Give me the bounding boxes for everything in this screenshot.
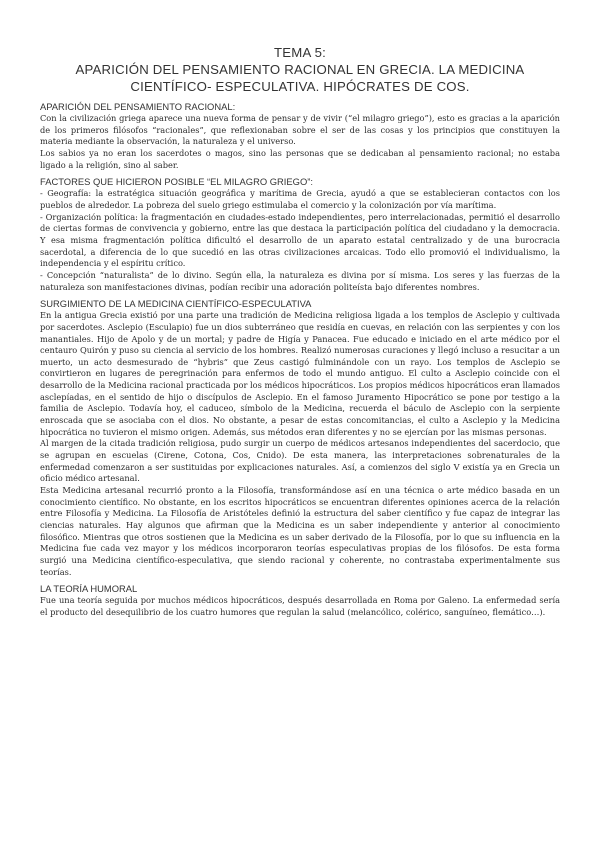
paragraph: Los sabios ya no eran los sacerdotes o magos, sino las personas que se dedicaban al pensamiento racional; no estaba ligado a la religión, sino al saber. xyxy=(40,147,560,170)
section-heading: FACTORES QUE HICIERON POSIBLE “EL MILAGRO GRIEGO”: xyxy=(40,176,313,188)
section-teoria-humoral xyxy=(40,583,560,618)
list-item-concepcion-naturalista: - Concepción “naturalista” de lo divino. Según ella, la naturaleza es divina por sí misma. Los seres y las fuerzas de la naturaleza son manifestaciones divinas, podían recibir una adoración politeísta bajo diferentes nombres. xyxy=(40,269,560,292)
document-title xyxy=(40,44,560,95)
list-item-organizacion-politica: - Organización política: la fragmentación en ciudades-estado independientes, pero interrelacionadas, permitió el desarrollo de ciertas formas de convivencia y gobierno, entre las que destaca la participación política del ciudadano y la democracia. Y esa misma fragmentación política dificultó el desarrollo de un aparato estatal centralizado y de una burocracia sacerdotal, a diferencia de lo que sucedió en las otras civilizaciones arcaicas. Todo ello promovió el individualismo, la independencia y el espíritu crítico. xyxy=(40,211,560,269)
title-line-topic: TEMA 5: xyxy=(274,45,326,60)
paragraph: Esta Medicina artesanal recurrió pronto a la Filosofía, transformándose así en una técnica o arte médico basada en un conocimiento científico. No obstante, en los escritos hipocráticos se encuentran diferentes opiniones acerca de la relación entre Filosofía y Medicina. La Filosofía de Aristóteles definió la estructura del saber científico y fue capaz de integrar las ciencias naturales. Hay algunos que afirman que la Medicina es un saber independiente y anterior al conocimiento filosófico. Mientras que otros sostienen que la Medicina es un saber derivado de la Filosofía, por lo que su influencia en la Medicina fue cada vez mayor y los médicos incorporaron teorías especulativas propias de los filósofos. De esta forma surgió una Medicina científico-especulativa, que siendo racional y coherente, no contrastaba experimentalmente sus teorías. xyxy=(40,485,560,577)
section-factores xyxy=(40,176,560,293)
section-heading: APARICIÓN DEL PENSAMIENTO RACIONAL: xyxy=(40,101,236,112)
title-line-main: APARICIÓN DEL PENSAMIENTO RACIONAL EN GRECIA. LA MEDICINA xyxy=(75,62,525,77)
paragraph: En la antigua Grecia existió por una parte una tradición de Medicina religiosa ligada a los templos de Asclepio y cultivada por sacerdotes. Asclepio (Esculapio) fue un dios subterráneo que residía en cuevas, en relación con las serpientes y con los manantiales. Hijo de Apolo y de un mortal; y padre de Higía y Panacea. Fue educado e iniciado en el arte médico por el centauro Quirón y puso su ciencia al servicio de los hombres. Realizó numerosas curaciones y llegó incluso a resucitar a un muerto, un acto desmesurado de “hybris” que Zeus castigó fulminándole con un rayo. Los templos de Asclepio se convirtieron en lugares de peregrinación para enfermos de todo el mundo antiguo. El culto a Asclepio coincide con el desarrollo de la Medicina racional practicada por los médicos hipocráticos. Los propios médicos hipocráticos eran llamados asclepíadas, en el sentido de hijo o discípulos de Asclepio. En el famoso Juramento Hipocrático se pone por testigo a la familia de Asclepio. Todavía hoy, el caduceo, símbolo de la Medicina, recuerda el báculo de Asclepio con la serpiente enroscada que se asociaba con el dios. No obstante, a pesar de estas concomitancias, el culto a Asclepio y la Medicina hipocrática no tuvieron el mismo origen. Además, sus métodos eran diferentes y no se ejercían por las mismas personas. xyxy=(40,310,560,437)
list-item-geografia: - Geografía: la estratégica situación geográfica y marítima de Grecia, ayudó a que se establecieran contactos con los pueblos de alrededor. La pobreza del suelo griego estimulaba el comercio y la colonización por vía marítima. xyxy=(40,188,560,210)
section-pensamiento-racional xyxy=(40,101,560,171)
paragraph: Al margen de la citada tradición religiosa, pudo surgir un cuerpo de médicos artesanos independientes del sacerdocio, que se agrupan en escuelas (Cirene, Cotona, Cos, Cnido). De esta manera, las interpretaciones sobrenaturales de la enfermedad comenzaron a ser sustituidas por explicaciones naturales. Así, a comienzos del siglo V existía ya en Grecia un oficio médico artesanal. xyxy=(40,438,560,484)
section-heading: LA TEORÍA HUMORAL xyxy=(40,583,138,595)
paragraph: Con la civilización griega aparece una nueva forma de pensar y de vivir (“el milagro griego”), esto es gracias a la aparición de los primeros filósofos “racionales”, que reflexionaban sobre el ser de las cosas y los principios que constituyen la materia mediante la observación, la naturaleza y el universo. xyxy=(40,113,560,147)
title-line-sub: CIENTÍFICO- ESPECULATIVA. HIPÓCRATES DE COS. xyxy=(130,79,470,94)
section-heading: SURGIMIENTO DE LA MEDICINA CIENTÍFICO-ESPECULATIVA xyxy=(40,298,312,310)
paragraph: Fue una teoría seguida por muchos médicos hipocráticos, después desarrollada en Roma por Galeno. La enfermedad sería el producto del desequilibrio de los cuatro humores que regulan la salud (melancólico, colérico, sanguíneo, flemático…). xyxy=(40,595,560,617)
section-surgimiento-medicina xyxy=(40,298,560,578)
